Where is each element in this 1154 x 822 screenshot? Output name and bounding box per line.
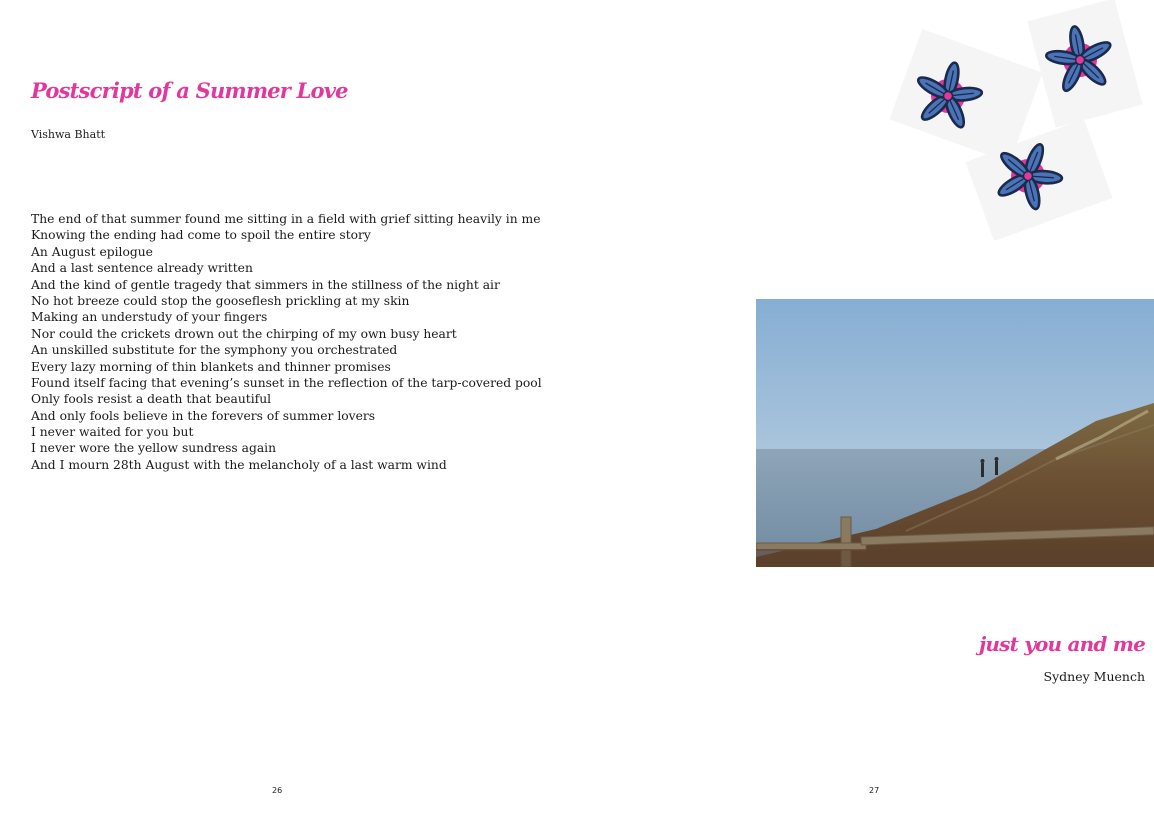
poem-line: Found itself facing that evening’s sunset in the reflection of the tarp-covered pool [31,375,542,390]
photo-title: just you and me [978,632,1145,656]
poem-body [31,211,591,473]
poem-line: Making an understudy of your fingers [31,310,268,325]
page-number-right: 27 [869,786,880,795]
poem-line: Every lazy morning of thin blankets and thinner promises [31,359,391,374]
flower-sticker-icon [880,0,1154,240]
poem-author: Vishwa Bhatt [31,128,106,141]
poem-line: The end of that summer found me sitting in a field with grief sitting heavily in me [31,212,541,226]
poem-line: Only fools resist a death that beautiful [31,392,272,407]
poem-line: And I mourn 28th August with the melancholy of a last warm wind [31,457,447,472]
poem-line: An August epilogue [31,244,153,259]
poem-line: And the kind of gentle tragedy that simmers in the stillness of the night air [31,277,500,292]
page-number-left: 26 [272,786,283,795]
poem-line: And only fools believe in the forevers of summer lovers [31,408,376,423]
poem-line: No hot breeze could stop the gooseflesh prickling at my skin [31,293,410,308]
poem-line: And a last sentence already written [31,261,253,276]
poem-line: An unskilled substitute for the symphony you orchestrated [31,343,398,358]
poem-line: I never waited for you but [31,425,194,440]
coastal-cliff-photo [756,299,1154,567]
poem-line: Nor could the crickets drown out the chirping of my own busy heart [31,326,457,341]
poem-line: Knowing the ending had come to spoil the entire story [31,228,371,243]
poem-title: Postscript of a Summer Love [31,78,348,103]
poem-line: I never wore the yellow sundress again [31,441,277,456]
photo-author: Sydney Muench [1043,669,1145,684]
